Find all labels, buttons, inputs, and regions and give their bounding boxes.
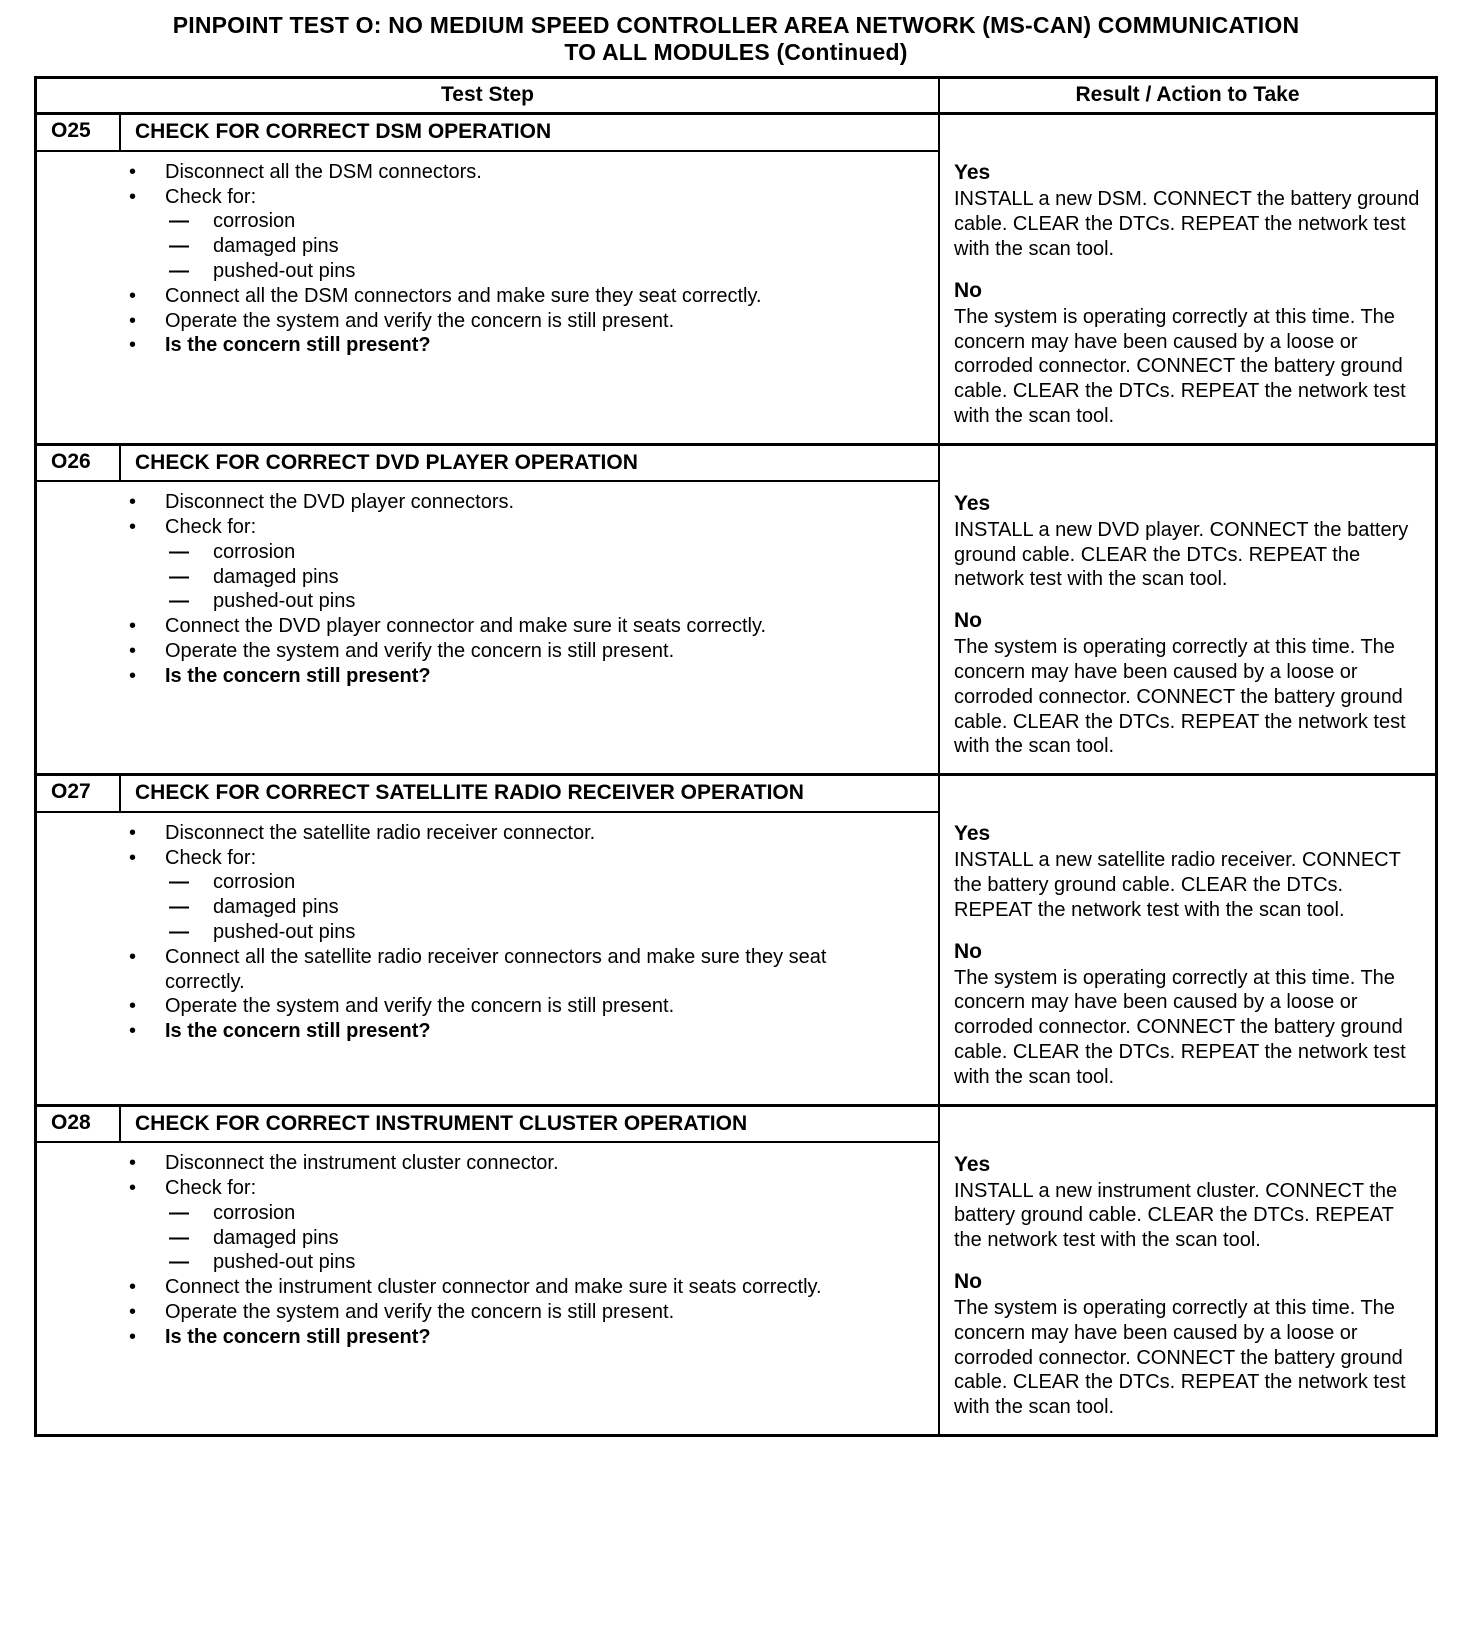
result-no-label: No	[954, 609, 982, 633]
test-section	[37, 1107, 1435, 1434]
dash-icon: —	[169, 1226, 189, 1249]
step-sub-item	[113, 565, 926, 590]
bullet-icon: •	[129, 821, 137, 844]
sub-item-text: damaged pins	[213, 896, 339, 919]
sub-item-text: corrosion	[213, 210, 296, 233]
dash-icon: —	[169, 210, 189, 233]
step-sub-item	[113, 1250, 926, 1275]
step-instructions	[37, 813, 938, 1060]
dash-icon: —	[169, 896, 189, 919]
step-bullet-item	[113, 490, 926, 515]
result-yes-label: Yes	[954, 1152, 991, 1176]
step-instructions	[37, 152, 938, 374]
sub-item-text: corrosion	[213, 540, 296, 563]
dash-icon: —	[169, 1201, 189, 1224]
step-sub-item	[113, 1201, 926, 1226]
step-text: Is the concern still present?	[165, 1020, 431, 1043]
bullet-icon: •	[129, 1020, 137, 1043]
step-title: CHECK FOR CORRECT INSTRUMENT CLUSTER OPERATION	[135, 1111, 748, 1135]
result-top-spacer	[954, 446, 1421, 491]
sub-item-text: damaged pins	[213, 1226, 339, 1249]
sub-item-text: pushed-out pins	[213, 260, 356, 283]
bullet-icon: •	[129, 160, 137, 183]
pinpoint-test-table	[34, 76, 1438, 1437]
result-action-cell	[938, 1107, 1435, 1434]
result-top-spacer	[954, 776, 1421, 821]
result-yes-text: INSTALL a new instrument cluster. CONNECT the battery ground cable. CLEAR the DTCs. REPEAT the network test with the scan tool.	[954, 1179, 1398, 1252]
dash-icon: —	[169, 920, 189, 943]
step-bullet-item	[113, 664, 926, 689]
test-step-cell	[37, 446, 938, 773]
step-sub-item	[113, 209, 926, 234]
bullet-icon: •	[129, 334, 137, 357]
step-id: O25	[37, 115, 121, 150]
step-sub-item	[113, 870, 926, 895]
sub-item-text: damaged pins	[213, 235, 339, 258]
doc-title-line2: TO ALL MODULES (Continued)	[564, 39, 908, 66]
step-text: Connect all the satellite radio receiver connectors and make sure they seat correctly.	[165, 945, 827, 993]
bullet-icon: •	[129, 1276, 137, 1299]
result-no-text: The system is operating correctly at this time. The concern may have been caused by a loose or corroded connector. CONNECT the battery ground cable. CLEAR the DTCs. REPEAT the network test with the scan tool.	[954, 636, 1406, 758]
column-header-result-action: Result / Action to Take	[938, 79, 1435, 112]
result-no-text: The system is operating correctly at this time. The concern may have been caused by a loose or corroded connector. CONNECT the battery ground cable. CLEAR the DTCs. REPEAT the network test with the scan tool.	[954, 1297, 1406, 1419]
step-text: Check for:	[165, 185, 257, 208]
step-bullet-item	[113, 846, 926, 871]
bullet-icon: •	[129, 1300, 137, 1323]
result-action-cell	[938, 446, 1435, 773]
step-bullet-item	[113, 284, 926, 309]
bullet-icon: •	[129, 516, 137, 539]
test-step-cell	[37, 115, 938, 442]
step-text: Check for:	[165, 516, 257, 539]
step-sub-item	[113, 234, 926, 259]
step-text: Is the concern still present?	[165, 1325, 431, 1348]
step-header-band	[37, 115, 938, 152]
step-bullet-item	[113, 1300, 926, 1325]
dash-icon: —	[169, 235, 189, 258]
doc-title-line1: PINPOINT TEST O: NO MEDIUM SPEED CONTROLLER AREA NETWORK (MS-CAN) COMMUNICATION	[172, 12, 1300, 38]
sub-item-text: pushed-out pins	[213, 590, 356, 613]
step-text: Check for:	[165, 846, 257, 869]
step-id: O28	[37, 1107, 121, 1142]
result-no-text: The system is operating correctly at this time. The concern may have been caused by a loose or corroded connector. CONNECT the battery ground cable. CLEAR the DTCs. REPEAT the network test with the scan tool.	[954, 305, 1406, 427]
dash-icon: —	[169, 590, 189, 613]
dash-icon: —	[169, 540, 189, 563]
sub-item-text: damaged pins	[213, 565, 339, 588]
result-no-label: No	[954, 1269, 982, 1293]
step-text: Check for:	[165, 1176, 257, 1199]
step-text: Connect the DVD player connector and make sure it seats correctly.	[165, 615, 767, 638]
step-text: Disconnect the instrument cluster connector.	[165, 1152, 559, 1175]
bullet-icon: •	[129, 995, 137, 1018]
step-text: Operate the system and verify the concern is still present.	[165, 309, 675, 332]
bullet-icon: •	[129, 615, 137, 638]
dash-icon: —	[169, 871, 189, 894]
step-bullet-item	[113, 1019, 926, 1044]
dash-icon: —	[169, 260, 189, 283]
test-section	[37, 776, 1435, 1106]
test-section	[37, 446, 1435, 776]
test-section	[37, 115, 1435, 445]
step-text: Operate the system and verify the concern is still present.	[165, 995, 675, 1018]
result-yes-text: INSTALL a new DVD player. CONNECT the battery ground cable. CLEAR the DTCs. REPEAT the network test with the scan tool.	[954, 518, 1409, 591]
step-bullet-item	[113, 1151, 926, 1176]
step-bullet-item	[113, 614, 926, 639]
result-yes-label: Yes	[954, 822, 991, 846]
step-instructions	[37, 1143, 938, 1365]
step-sub-item	[113, 589, 926, 614]
step-text: Disconnect the satellite radio receiver connector.	[165, 821, 596, 844]
step-id: O27	[37, 776, 121, 811]
result-action-cell	[938, 776, 1435, 1103]
result-no-text: The system is operating correctly at this time. The concern may have been caused by a loose or corroded connector. CONNECT the battery ground cable. CLEAR the DTCs. REPEAT the network test with the scan tool.	[954, 966, 1406, 1088]
step-text: Is the concern still present?	[165, 334, 431, 357]
step-text: Connect the instrument cluster connector and make sure it seats correctly.	[165, 1276, 822, 1299]
doc-title	[34, 12, 1438, 66]
result-yes-label: Yes	[954, 161, 991, 185]
dash-icon: —	[169, 565, 189, 588]
result-top-spacer	[954, 115, 1421, 160]
bullet-icon: •	[129, 491, 137, 514]
bullet-icon: •	[129, 664, 137, 687]
step-instructions	[37, 482, 938, 704]
step-header-band	[37, 776, 938, 813]
sub-item-text: pushed-out pins	[213, 920, 356, 943]
step-title: CHECK FOR CORRECT DVD PLAYER OPERATION	[135, 450, 638, 474]
step-bullet-item	[113, 160, 926, 185]
result-yes-text: INSTALL a new DSM. CONNECT the battery ground cable. CLEAR the DTCs. REPEAT the network test with the scan tool.	[954, 188, 1420, 260]
result-yes-text: INSTALL a new satellite radio receiver. CONNECT the battery ground cable. CLEAR the DTCs. REPEAT the network test with the scan tool.	[954, 849, 1401, 921]
bullet-icon: •	[129, 640, 137, 663]
bullet-icon: •	[129, 309, 137, 332]
step-bullet-item	[113, 994, 926, 1019]
step-text: Disconnect all the DSM connectors.	[165, 160, 482, 183]
test-step-cell	[37, 776, 938, 1103]
sub-item-text: pushed-out pins	[213, 1251, 356, 1274]
step-text: Operate the system and verify the concern is still present.	[165, 1300, 675, 1323]
step-id: O26	[37, 446, 121, 481]
step-sub-item	[113, 259, 926, 284]
sub-item-text: corrosion	[213, 1201, 296, 1224]
step-bullet-item	[113, 185, 926, 210]
dash-icon: —	[169, 1251, 189, 1274]
step-bullet-item	[113, 1275, 926, 1300]
sub-item-text: corrosion	[213, 871, 296, 894]
step-header-band	[37, 446, 938, 483]
test-step-cell	[37, 1107, 938, 1434]
bullet-icon: •	[129, 284, 137, 307]
step-bullet-item	[113, 821, 926, 846]
step-text: Is the concern still present?	[165, 664, 431, 687]
bullet-icon: •	[129, 1152, 137, 1175]
step-sub-item	[113, 920, 926, 945]
step-sub-item	[113, 540, 926, 565]
step-bullet-item	[113, 1325, 926, 1350]
step-text: Operate the system and verify the concern is still present.	[165, 640, 675, 663]
bullet-icon: •	[129, 945, 137, 968]
step-text: Connect all the DSM connectors and make sure they seat correctly.	[165, 284, 762, 307]
step-sub-item	[113, 1226, 926, 1251]
step-bullet-item	[113, 333, 926, 358]
table-header-row	[37, 79, 1435, 115]
result-no-label: No	[954, 278, 982, 302]
step-bullet-item	[113, 945, 926, 995]
step-sub-item	[113, 895, 926, 920]
result-action-cell	[938, 115, 1435, 442]
step-bullet-item	[113, 515, 926, 540]
step-bullet-item	[113, 1176, 926, 1201]
step-header-band	[37, 1107, 938, 1144]
result-no-label: No	[954, 939, 982, 963]
step-title: CHECK FOR CORRECT SATELLITE RADIO RECEIVER OPERATION	[135, 781, 804, 805]
column-header-test-step: Test Step	[441, 83, 534, 107]
step-bullet-item	[113, 309, 926, 334]
step-bullet-item	[113, 639, 926, 664]
result-yes-label: Yes	[954, 491, 991, 515]
bullet-icon: •	[129, 846, 137, 869]
bullet-icon: •	[129, 1325, 137, 1348]
result-top-spacer	[954, 1107, 1421, 1152]
bullet-icon: •	[129, 1176, 137, 1199]
step-text: Disconnect the DVD player connectors.	[165, 491, 515, 514]
bullet-icon: •	[129, 185, 137, 208]
step-title: CHECK FOR CORRECT DSM OPERATION	[135, 120, 552, 144]
table-body	[37, 115, 1435, 1434]
